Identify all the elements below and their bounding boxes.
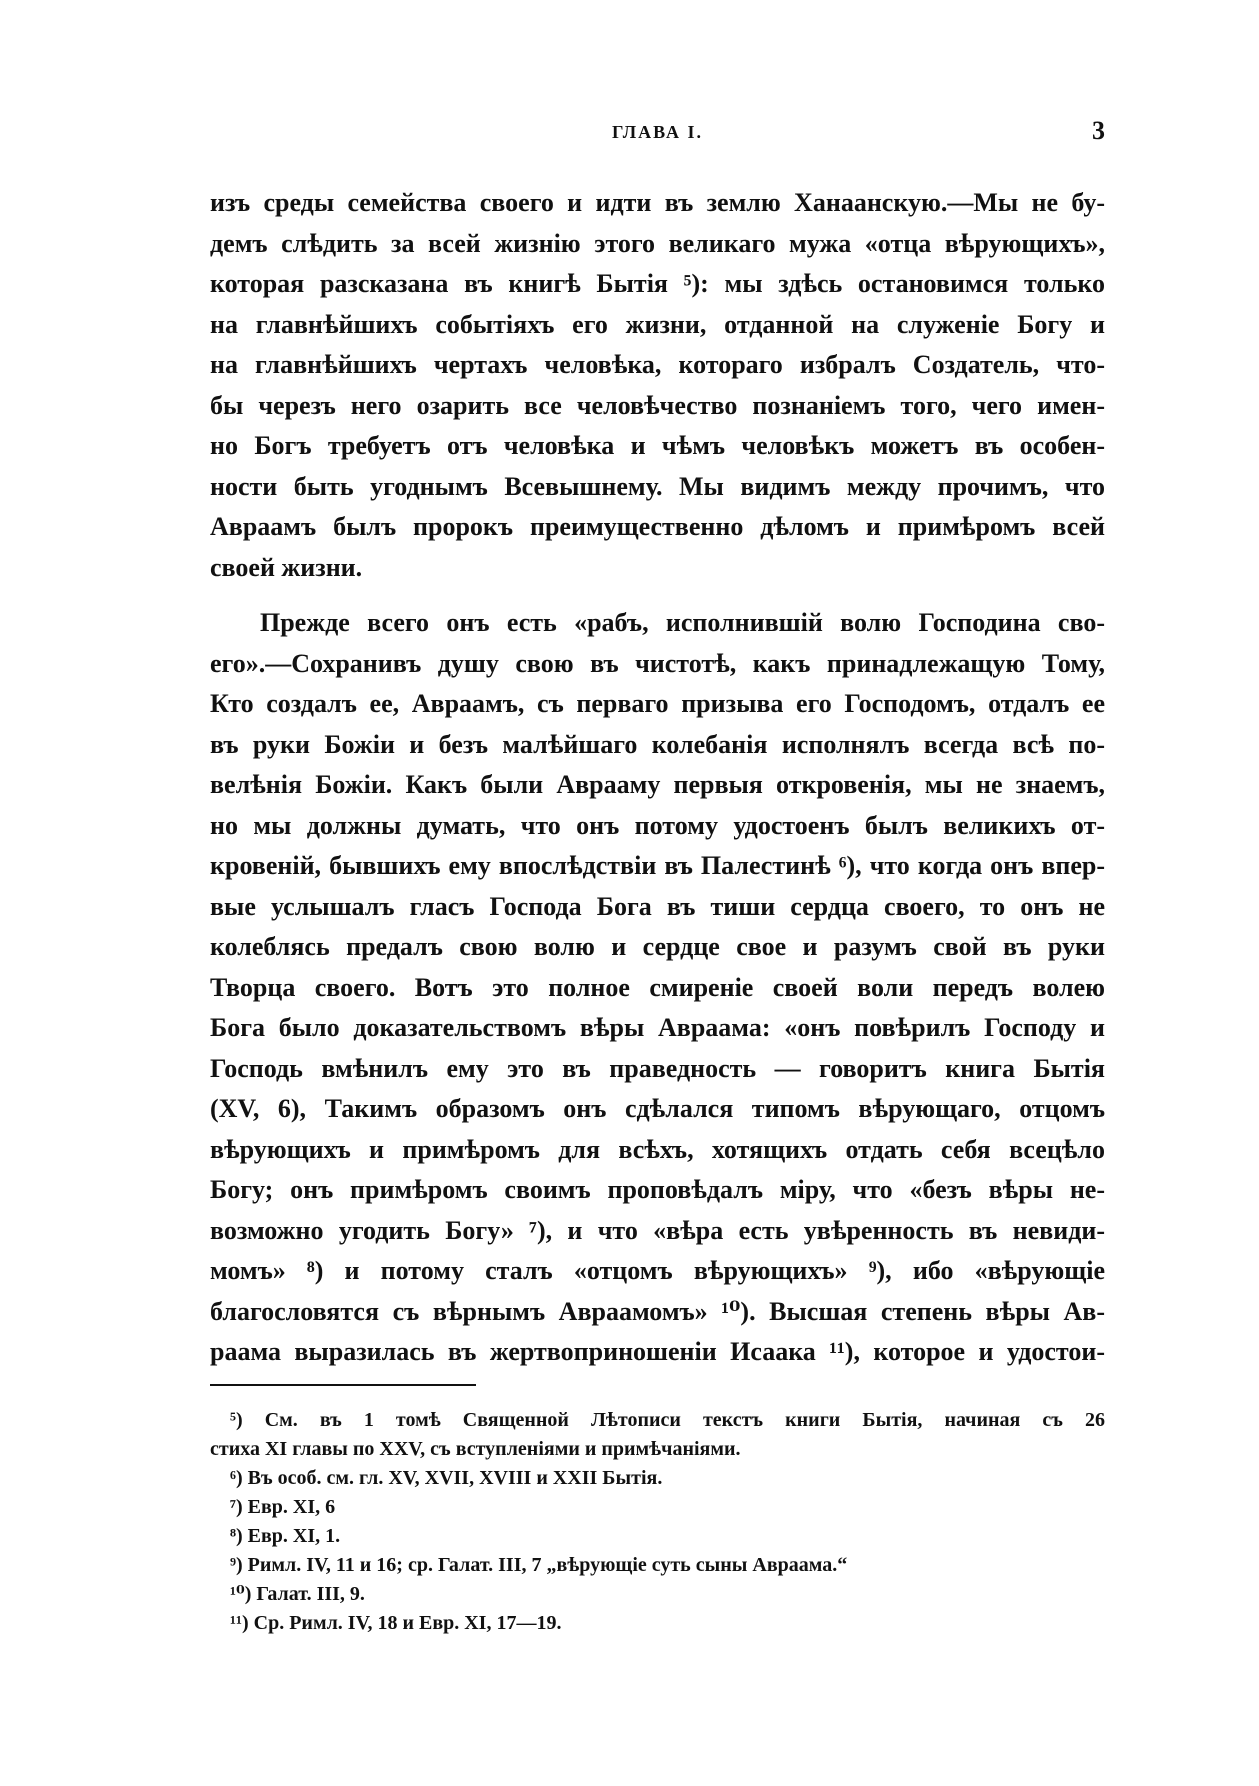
text-line: Бога было доказательствомъ вѣры Авраама: «онъ повѣрилъ Господу и	[210, 1013, 1105, 1042]
footnote-5-continued: стиха XI главы по XXV, съ вступленіями и примѣчаніями.	[210, 1438, 741, 1460]
text-line: момъ» ⁸) и потому сталъ «отцомъ вѣрующихъ» ⁹), ибо «вѣрующіе	[210, 1256, 1105, 1285]
text-line: на главнѣйшихъ событіяхъ его жизни, отданной на служеніе Богу и	[210, 309, 1105, 339]
text-line: демъ слѣдить за всей жизнію этого великаго мужа «отца вѣрующихъ»,	[210, 228, 1105, 258]
text-line: раама выразилась въ жертвоприношеніи Исаака ¹¹), которое и удостои-	[210, 1337, 1105, 1366]
text-line: своей жизни.	[210, 552, 363, 582]
text-line: Авраамъ былъ пророкъ преимущественно дѣломъ и примѣромъ всей	[210, 512, 1105, 541]
footnote-5: ⁵) См. въ 1 томѣ Священной Лѣтописи текстъ книги Бытія, начиная съ 26	[230, 1409, 1105, 1431]
main-text	[210, 183, 1105, 1373]
text-line: его».—Сохранивъ душу свою въ чистотѣ, какъ принадлежащую Тому,	[210, 648, 1105, 678]
text-line: Господь вмѣнилъ ему это въ праведность — говоритъ книга Бытія	[210, 1053, 1105, 1083]
text-line: велѣнія Божіи. Какъ были Аврааму первыя откровенія, мы не знаемъ,	[210, 770, 1105, 799]
text-line: вѣрующихъ и примѣромъ для всѣхъ, хотящихъ отдать себя всецѣло	[210, 1134, 1105, 1164]
text-line: Кто создалъ ее, Авраамъ, съ перваго призыва его Господомъ, отдалъ ее	[210, 689, 1105, 718]
footnote-10: ¹⁰) Галат. III, 9.	[230, 1583, 365, 1605]
text-line: возможно угодить Богу» ⁷), и что «вѣра есть увѣренность въ невиди-	[210, 1215, 1105, 1245]
footnote-7: ⁷) Евр. XI, 6	[230, 1496, 336, 1518]
text-line: бы черезъ него озарить все человѣчество познаніемъ того, чего имен-	[210, 390, 1105, 420]
footnote-separator	[210, 1384, 476, 1386]
text-line: Прежде всего онъ есть «рабъ, исполнившій волю Господина сво-	[260, 608, 1105, 637]
text-line: но мы должны думать, что онъ потому удостоенъ былъ великихъ от-	[210, 810, 1105, 840]
text-line: колеблясь предалъ свою волю и сердце свое и разумъ свой въ руки	[210, 932, 1105, 961]
text-line: на главнѣйшихъ чертахъ человѣка, котораго избралъ Создатель, что-	[210, 350, 1105, 379]
text-line: Творца своего. Вотъ это полное смиреніе своей воли передъ волею	[210, 972, 1105, 1002]
text-line: въ руки Божіи и безъ малѣйшаго колебанія исполнялъ всегда всѣ по-	[210, 729, 1105, 759]
running-header	[210, 116, 1105, 152]
footnote-8: ⁸) Евр. XI, 1.	[230, 1525, 341, 1547]
footnote-11: ¹¹) Ср. Римл. IV, 18 и Евр. XI, 17—19.	[230, 1612, 562, 1634]
text-line: изъ среды семейства своего и идти въ землю Ханаанскую.—Мы не бу-	[210, 188, 1105, 217]
paragraph-gap	[210, 588, 1105, 603]
text-line: но Богъ требуетъ отъ человѣка и чѣмъ человѣкъ можетъ въ особен-	[210, 431, 1105, 460]
text-line: (XV, 6), Такимъ образомъ онъ сдѣлался типомъ вѣрующаго, отцомъ	[210, 1094, 1105, 1123]
text-line: вые услышалъ гласъ Господа Бога въ тиши сердца своего, то онъ не	[210, 891, 1105, 921]
text-line: ности быть угоднымъ Всевышнему. Мы видимъ между прочимъ, что	[210, 471, 1105, 501]
footnote-6: ⁶) Въ особ. см. гл. XV, XVII, XVIII и XXII Бытія.	[230, 1467, 663, 1489]
text-line: которая разсказана въ книгѣ Бытія ⁵): мы здѣсь остановимся только	[210, 269, 1105, 298]
text-line: благословятся съ вѣрнымъ Авраамомъ» ¹⁰). Высшая степень вѣры Ав-	[210, 1296, 1105, 1326]
footnotes	[210, 1406, 1105, 1638]
footnote-9: ⁹) Римл. IV, 11 и 16; ср. Галат. III, 7 „вѣрующіе суть сыны Авраама.“	[230, 1554, 848, 1576]
page-number: 3	[1092, 116, 1105, 145]
text-line: Богу; онъ примѣромъ своимъ проповѣдалъ міру, что «безъ вѣры не-	[210, 1175, 1105, 1204]
text-line: кровеній, бывшихъ ему впослѣдствіи въ Палестинѣ ⁶), что когда онъ впер-	[210, 851, 1105, 880]
chapter-heading: ГЛАВА I.	[612, 122, 704, 142]
